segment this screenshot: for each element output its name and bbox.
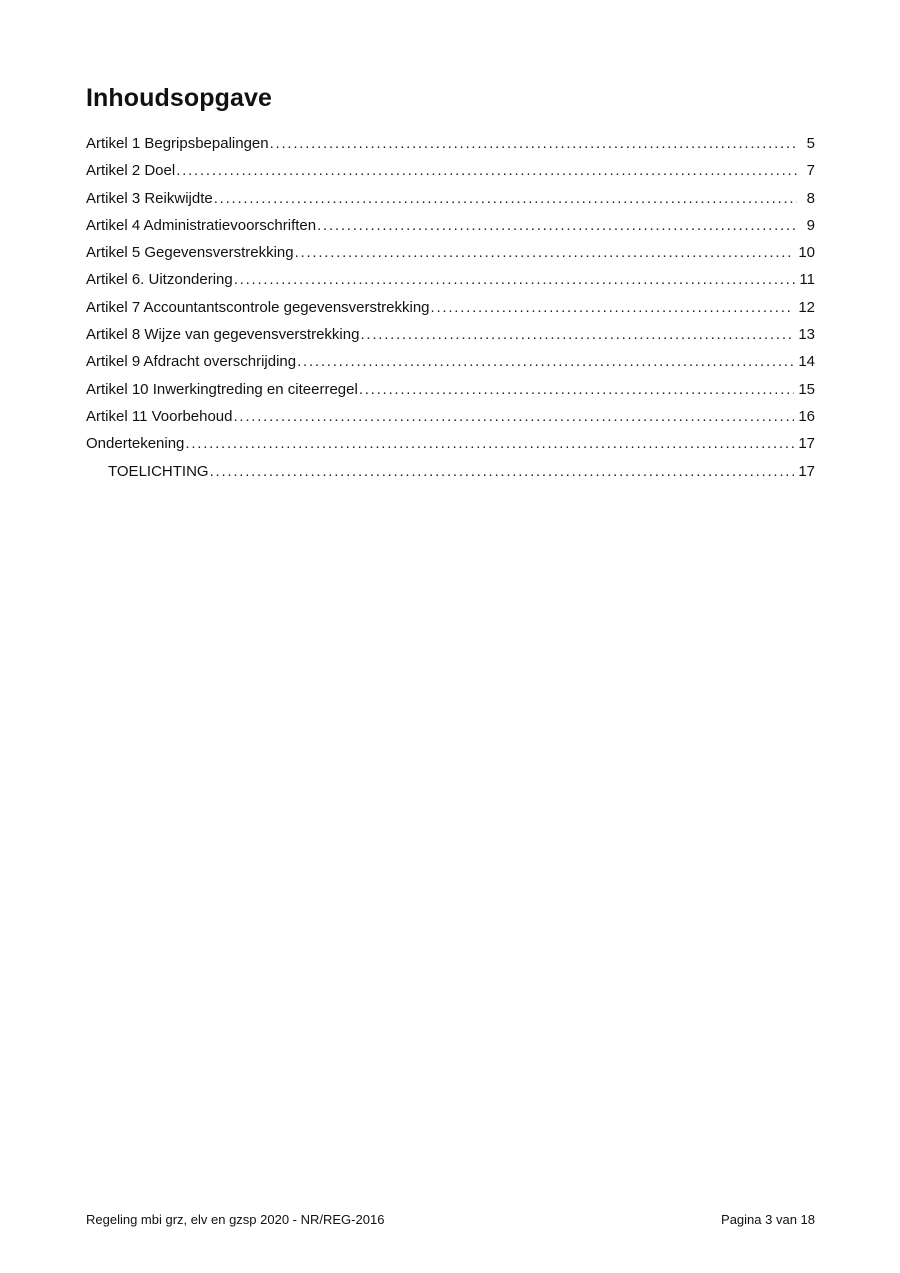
toc-dot-leader — [360, 325, 794, 345]
toc-dot-leader — [297, 352, 794, 372]
toc-entry-label: Artikel 9 Afdracht overschrijding — [86, 353, 297, 371]
toc-entry-page: 16 — [798, 407, 815, 425]
toc-dot-leader — [234, 270, 796, 290]
footer-document-title: Regeling mbi grz, elv en gzsp 2020 - NR/REG-2016 — [86, 1212, 385, 1227]
toc-dot-leader — [431, 298, 795, 318]
toc-dot-leader — [234, 407, 795, 427]
toc-entry-page: 5 — [806, 135, 815, 152]
toc-entry-artikel-3[interactable] — [86, 189, 815, 216]
toc-entry-page: 15 — [798, 380, 815, 398]
toc-entry-label: Artikel 4 Administratievoorschriften — [86, 216, 317, 234]
toc-dot-leader — [176, 161, 797, 181]
toc-entry-label: Artikel 10 Inwerkingtreding en citeerregel — [86, 380, 358, 398]
toc-entry-artikel-2[interactable] — [86, 161, 815, 188]
toc-entry-page: 7 — [806, 162, 815, 180]
toc-entry-page: 10 — [798, 244, 815, 262]
toc-dot-leader — [359, 380, 795, 400]
toc-entry-page: 8 — [806, 189, 815, 207]
toc-dot-leader — [317, 216, 797, 236]
toc-entry-toelichting[interactable] — [86, 462, 815, 489]
toc-entry-label: Artikel 6. Uitzondering — [86, 271, 233, 289]
page-title: Inhoudsopgave — [86, 84, 273, 112]
toc-entry-label: Artikel 7 Accountantscontrole gegevensverstrekking — [86, 298, 430, 316]
toc-entry-label: TOELICHTING — [108, 462, 209, 480]
table-of-contents — [86, 134, 815, 489]
toc-entry-page: 13 — [798, 326, 815, 344]
toc-entry-artikel-6[interactable] — [86, 270, 815, 297]
toc-entry-label: Artikel 2 Doel — [86, 162, 176, 180]
toc-dot-leader — [295, 243, 795, 263]
toc-entry-page: 11 — [799, 271, 815, 289]
toc-entry-label: Artikel 5 Gegevensverstrekking — [86, 244, 294, 262]
footer-page-number: Pagina 3 van 18 — [721, 1212, 815, 1227]
toc-entry-label: Artikel 3 Reikwijdte — [86, 189, 213, 207]
toc-dot-leader — [210, 462, 795, 482]
toc-dot-leader — [185, 434, 794, 454]
toc-entry-page: 17 — [798, 435, 815, 453]
toc-entry-artikel-7[interactable] — [86, 298, 815, 325]
toc-entry-page: 17 — [798, 462, 815, 480]
page-footer — [86, 1212, 815, 1227]
toc-entry-label: Ondertekening — [86, 435, 185, 453]
toc-entry-label: Artikel 8 Wijze van gegevensverstrekking — [86, 326, 360, 344]
toc-entry-artikel-11[interactable] — [86, 407, 815, 434]
toc-entry-page: 9 — [806, 216, 815, 234]
toc-entry-artikel-1[interactable] — [86, 134, 815, 161]
toc-entry-artikel-4[interactable] — [86, 216, 815, 243]
toc-entry-page: 12 — [798, 298, 815, 316]
toc-dot-leader — [214, 189, 797, 209]
toc-entry-page: 14 — [798, 353, 815, 371]
toc-entry-artikel-8[interactable] — [86, 325, 815, 352]
toc-entry-artikel-9[interactable] — [86, 352, 815, 379]
toc-entry-label: Artikel 11 Voorbehoud — [86, 407, 233, 425]
toc-entry-label: Artikel 1 Begripsbepalingen — [86, 135, 269, 152]
toc-entry-artikel-10[interactable] — [86, 380, 815, 407]
toc-dot-leader — [270, 134, 797, 154]
toc-entry-ondertekening[interactable] — [86, 434, 815, 461]
toc-entry-artikel-5[interactable] — [86, 243, 815, 270]
